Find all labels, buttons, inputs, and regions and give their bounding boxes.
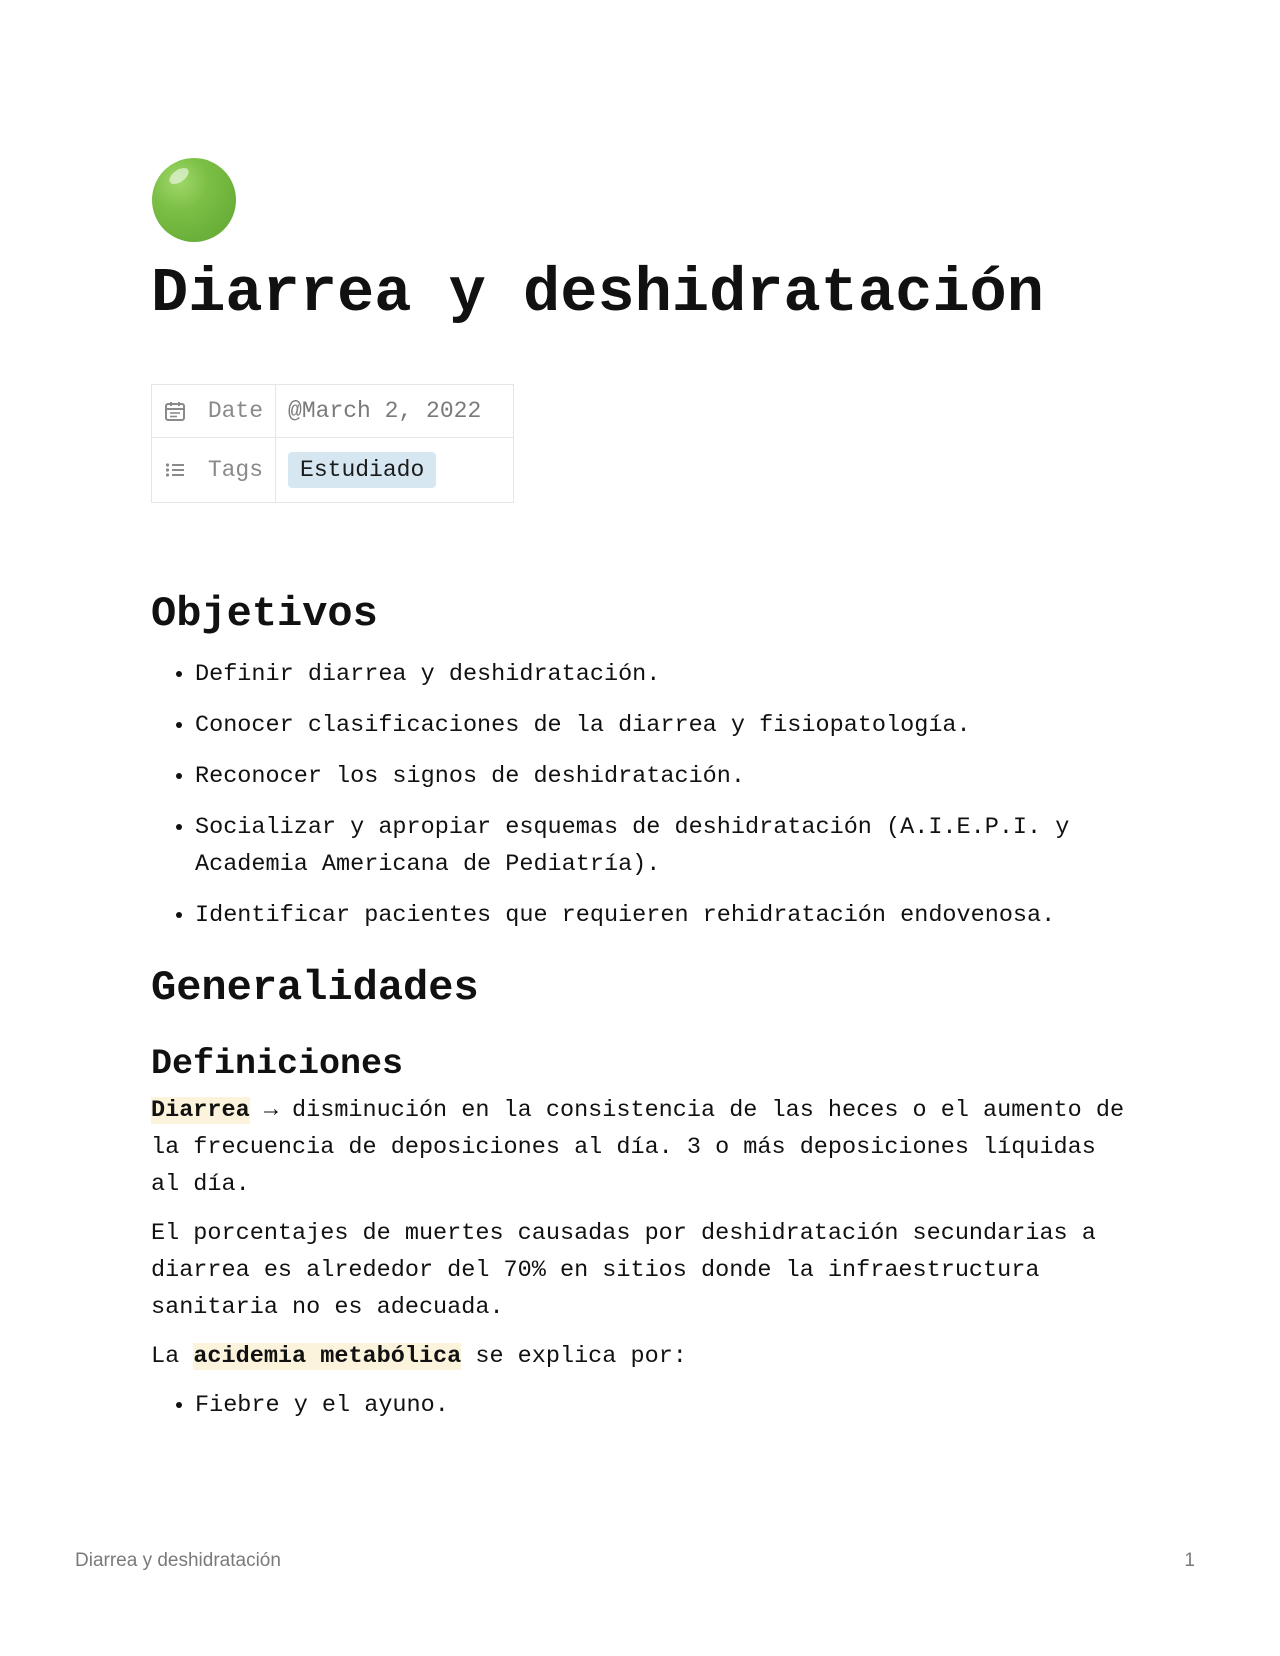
paragraph-acidemia <box>151 1338 1131 1375</box>
acidemia-list <box>151 1387 1131 1424</box>
list-item: • Fiebre y el ayuno. <box>195 1387 1131 1424</box>
tag-badge[interactable]: Estudiado <box>288 452 436 488</box>
green-circle-icon <box>152 158 236 242</box>
highlighted-term: Diarrea <box>151 1097 250 1124</box>
calendar-icon <box>164 398 208 424</box>
list-item: • Definir diarrea y deshidratación. <box>195 656 1131 693</box>
page-content <box>151 590 1131 1438</box>
paragraph-muertes: El porcentajes de muertes causadas por deshidratación secundarias a diarrea es alrededor del 70% en sitios donde la infraestructura sanitaria no es adecuada. <box>151 1220 1096 1321</box>
highlighted-term: acidemia metabólica <box>193 1343 462 1370</box>
footer-page-number: 1 <box>1184 1550 1195 1571</box>
property-row-tags <box>152 438 514 503</box>
page-title: Diarrea y deshidratación <box>151 258 1044 329</box>
heading-objetivos: Objetivos <box>151 590 378 638</box>
property-label: Date <box>207 398 264 424</box>
property-label: Tags <box>207 457 264 483</box>
date-value[interactable]: @March 2, 2022 <box>276 385 514 438</box>
list-icon <box>164 457 208 483</box>
objetivos-list <box>151 656 1131 934</box>
list-item: • Conocer clasificaciones de la diarrea y fisiopatología. <box>195 707 1131 744</box>
property-name-date <box>152 385 276 438</box>
paragraph-diarrea <box>151 1092 1131 1203</box>
paragraph-text: se explica por: <box>461 1343 687 1370</box>
heading-definiciones: Definiciones <box>151 1044 404 1084</box>
paragraph-text: La <box>151 1343 194 1370</box>
properties-table <box>151 384 514 503</box>
list-item: • Socializar y apropiar esquemas de deshidratación (A.I.E.P.I. y Academia Americana de Pediatría). <box>195 809 1131 883</box>
paragraph-text: → disminución en la consistencia de las heces o el aumento de la frecuencia de deposiciones al día. 3 o más deposiciones líquidas al día. <box>151 1097 1125 1198</box>
property-name-tags <box>152 438 276 503</box>
list-item: • Identificar pacientes que requieren rehidratación endovenosa. <box>195 897 1131 934</box>
footer-title: Diarrea y deshidratación <box>75 1550 281 1571</box>
list-item: • Reconocer los signos de deshidratación. <box>195 758 1131 795</box>
tags-value <box>276 438 514 503</box>
heading-generalidades: Generalidades <box>151 964 479 1012</box>
property-row-date <box>152 385 514 438</box>
